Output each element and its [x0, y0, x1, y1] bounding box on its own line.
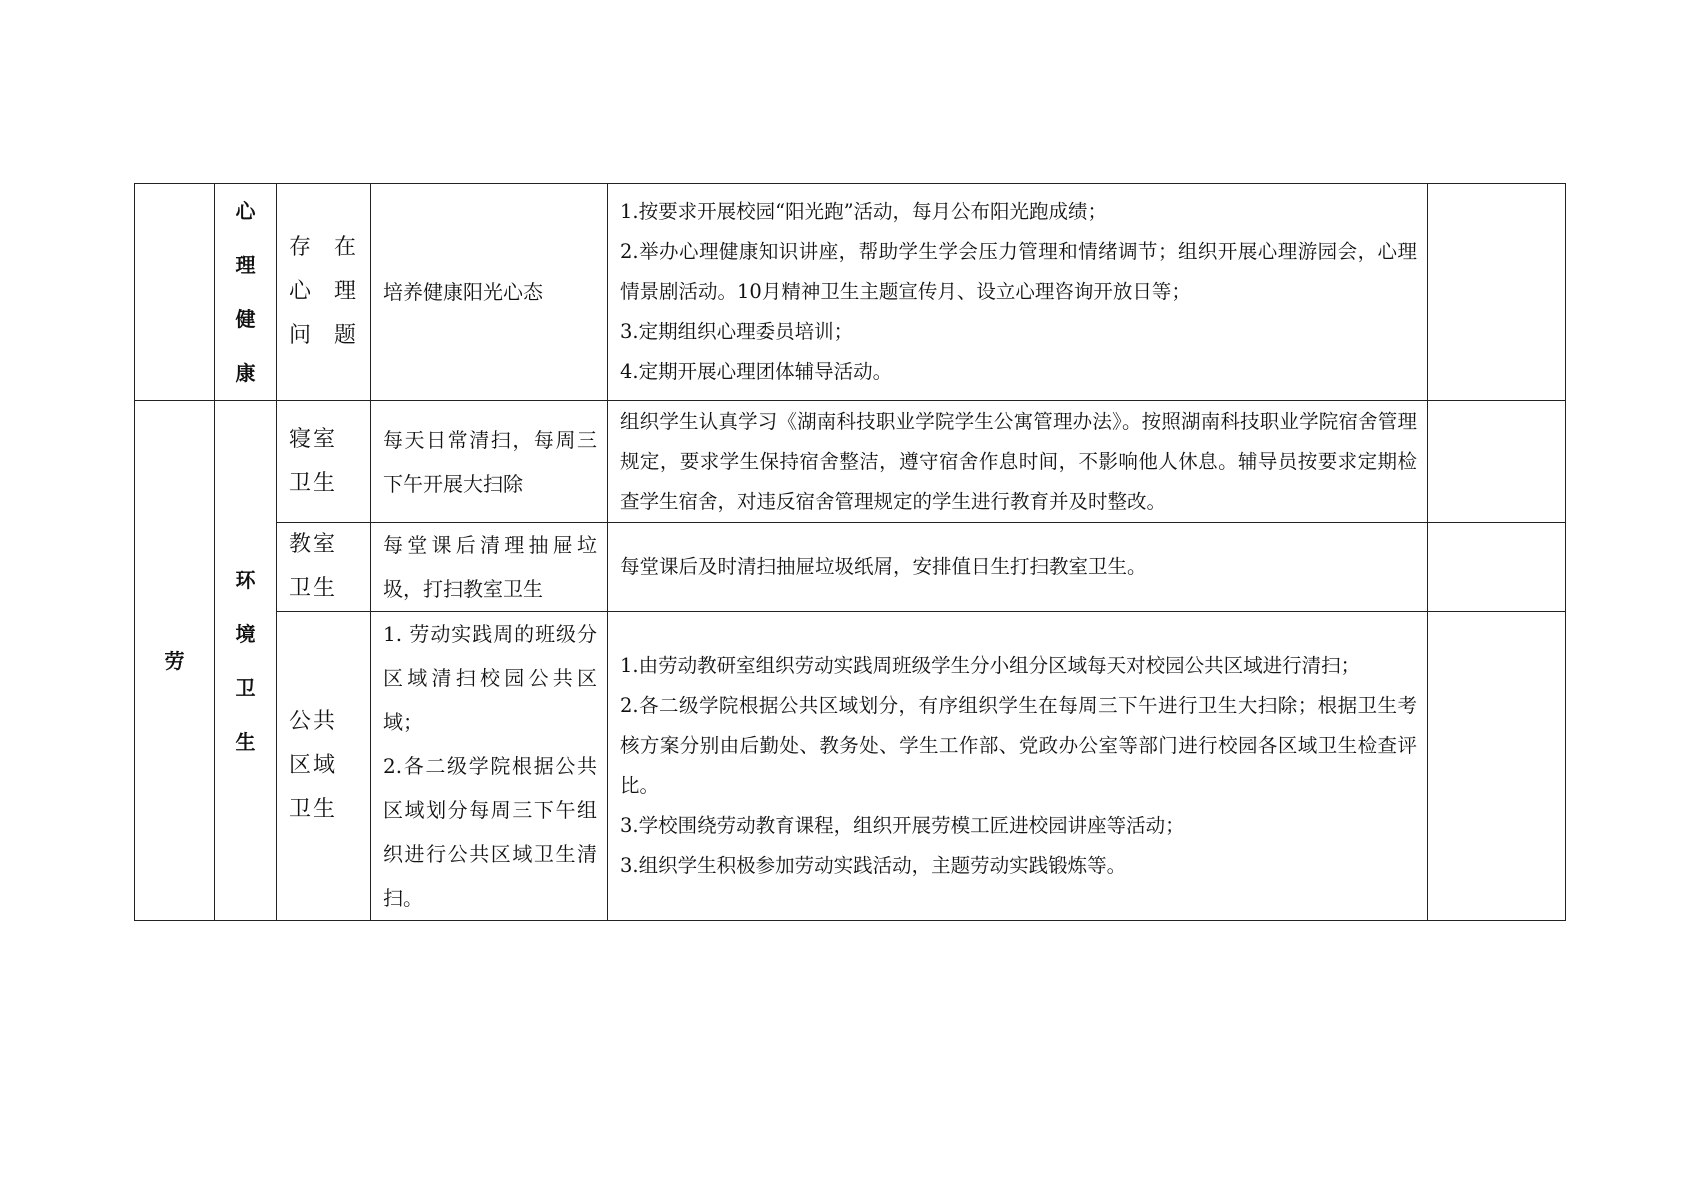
goal-cell: [371, 523, 608, 612]
remark-cell: [1428, 401, 1566, 523]
table-row: [135, 612, 1566, 921]
measures-list: [608, 646, 1427, 886]
category-cell: [135, 401, 215, 921]
measures-cell: [608, 612, 1428, 921]
problem-text: 教室卫生: [289, 532, 338, 601]
goal-text: [371, 612, 607, 920]
measures-cell: [608, 401, 1428, 523]
category-label: 劳: [164, 648, 185, 673]
category-cell: [135, 184, 215, 401]
subcategory-label: 环境卫生: [235, 567, 256, 754]
table-row: [135, 523, 1566, 612]
goal-cell: [371, 401, 608, 523]
goal-text: 每堂课后清理抽屉垃圾，打扫教室卫生: [383, 533, 597, 601]
measure-item: 3.组织学生积极参加劳动实践活动，主题劳动实践锻炼等。: [620, 854, 1127, 877]
goal-item: 2.各二级学院根据公共区域划分每周三下午组织进行公共区域卫生清扫。: [383, 754, 597, 910]
problem-cell: [277, 401, 371, 523]
goal-cell: [371, 184, 608, 401]
remark-cell: [1428, 523, 1566, 612]
measures-cell: [608, 523, 1428, 612]
work-plan-table: [134, 183, 1566, 921]
measure-item: 1.由劳动教研室组织劳动实践周班级学生分小组分区域每天对校园公共区域进行清扫；: [620, 654, 1361, 677]
measures-list: [608, 402, 1427, 522]
measure-item: 2.各二级学院根据公共区域划分，有序组织学生在每周三下午进行卫生大扫除；根据卫生考核方案分别由后勤处、教务处、学生工作部、党政办公室等部门进行校园各区域卫生检查评比。: [620, 694, 1417, 797]
problem-text: 存在心理问题: [289, 235, 358, 348]
problem-cell: [277, 612, 371, 921]
problem-cell: [277, 523, 371, 612]
measure-item: 1.按要求开展校园“阳光跑”活动，每月公布阳光跑成绩；: [620, 200, 1108, 223]
measures-list: [608, 192, 1427, 392]
measure-item: 组织学生认真学习《湖南科技职业学院学生公寓管理办法》。按照湖南科技职业学院宿舍管理规定，要求学生保持宿舍整洁，遵守宿舍作息时间，不影响他人休息。辅导员按要求定期检查学生宿舍，对违反宿舍管理规定的学生进行教育并及时整改。: [620, 409, 1417, 513]
measures-list: [608, 547, 1427, 587]
goal-text: 每天日常清扫，每周三下午开展大扫除: [383, 427, 597, 496]
subcategory-label: 心理健康: [235, 199, 256, 385]
measure-item: 2.举办心理健康知识讲座，帮助学生学会压力管理和情绪调节；组织开展心理游园会，心理情景剧活动。10月精神卫生主题宣传月、设立心理咨询开放日等；: [620, 240, 1417, 303]
measures-cell: [608, 184, 1428, 401]
measure-item: 4.定期开展心理团体辅导活动。: [620, 360, 893, 383]
problem-text: 寝室卫生: [289, 426, 338, 496]
remark-cell: [1428, 184, 1566, 401]
goal-item: 1. 劳动实践周的班级分区域清扫校园公共区域；: [383, 622, 597, 734]
measure-item: 3.学校围绕劳动教育课程，组织开展劳模工匠进校园讲座等活动；: [620, 814, 1185, 837]
problem-cell: [277, 184, 371, 401]
table-row: [135, 184, 1566, 401]
measure-item: 每堂课后及时清扫抽屉垃圾纸屑，安排值日生打扫教室卫生。: [620, 555, 1147, 578]
measure-item: 3.定期组织心理委员培训；: [620, 320, 854, 343]
problem-text: 公共区域卫生: [289, 709, 338, 822]
table-row: [135, 401, 1566, 523]
goal-cell: [371, 612, 608, 921]
goal-text: 培养健康阳光心态: [383, 280, 543, 304]
subcategory-cell: [215, 401, 277, 921]
remark-cell: [1428, 612, 1566, 921]
subcategory-cell: [215, 184, 277, 401]
